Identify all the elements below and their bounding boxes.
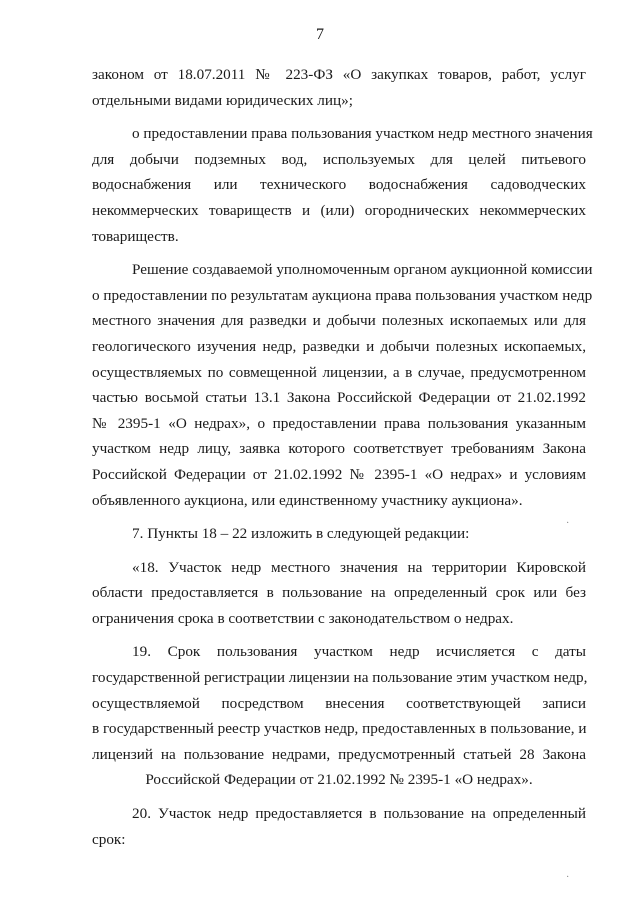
text-line: Российской Федерации от 21.02.1992 № 2395-1 «О недрах» и условиям xyxy=(92,465,586,483)
text-line: частью восьмой статьи 13.1 Закона Российской Федерации от 21.02.1992 xyxy=(92,389,586,407)
text-line: государственной регистрации лицензии на пользование этим участком недр, xyxy=(92,669,588,687)
paragraph-gap xyxy=(92,249,586,257)
scan-speck: · xyxy=(566,518,570,529)
text-line: участком недр лицу, заявка которого соответствует требованиям Закона xyxy=(92,440,586,458)
text-line: ограничения срока в соответствии с законодательством о недрах. xyxy=(92,609,514,627)
scan-speck: · xyxy=(566,872,570,883)
text-line: некоммерческих товариществ и (или) огороднических некоммерческих xyxy=(92,201,586,219)
text-line: отдельными видами юридических лиц»; xyxy=(92,91,353,109)
text-line: о предоставлении по результатам аукциона права пользования участком недр xyxy=(92,286,593,304)
text-line: осуществляемой посредством внесения соответствующей записи xyxy=(92,694,586,712)
text-line: o предоставлении права пользования участком недр местного значения xyxy=(132,125,593,143)
text-line: № 2395-1 «О недрах», о предоставлении права пользования указанным xyxy=(92,414,586,432)
text-line: 7. Пункты 18 – 22 изложить в следующей редакции: xyxy=(132,525,470,543)
paragraph-gap xyxy=(92,631,586,639)
text-line: местного значения для разведки и добычи полезных ископаемых или для xyxy=(92,312,586,330)
text-line: водоснабжения или технического водоснабжения садоводческих xyxy=(92,176,586,194)
text-line: Российской Федерации от 21.02.1992 № 2395-1 «О недрах». xyxy=(145,771,533,789)
text-line: «18. Участок недр местного значения на территории Кировской xyxy=(132,558,586,576)
text-line: области предоставляется в пользование на определенный срок или без xyxy=(92,584,586,602)
text-line: осуществляемых по совмещенной лицензии, а в случае, предусмотренном xyxy=(92,363,586,381)
paragraph-gap xyxy=(92,547,586,555)
text-line: срок: xyxy=(92,830,126,848)
text-line: товариществ. xyxy=(92,227,179,245)
text-line: 19. Срок пользования участком недр исчисляется с даты xyxy=(132,643,586,661)
paragraph-gap xyxy=(92,793,586,801)
paragraph-gap xyxy=(92,113,586,121)
document-body xyxy=(92,62,593,852)
text-line: в государственный реестр участков недр, предоставленных в пользование, и xyxy=(92,720,587,738)
text-line: Решение создаваемой уполномоченным органом аукционной комиссии xyxy=(132,261,593,279)
text-line: геологического изучения недр, разведки и добычи полезных ископаемых, xyxy=(92,337,586,355)
text-line: законом от 18.07.2011 № 223-ФЗ «О закупках товаров, работ, услуг xyxy=(92,66,586,83)
text-line: лицензий на пользование недрами, предусмотренный статьей 28 Закона xyxy=(92,745,586,763)
paragraph-gap xyxy=(92,513,586,521)
text-line: для добычи подземных вод, используемых для целей питьевого xyxy=(92,150,586,168)
page-number: 7 xyxy=(316,26,324,43)
text-line: 20. Участок недр предоставляется в пользование на определенный xyxy=(132,805,586,823)
text-line: объявленного аукциона, или единственному участнику аукциона». xyxy=(92,491,523,509)
